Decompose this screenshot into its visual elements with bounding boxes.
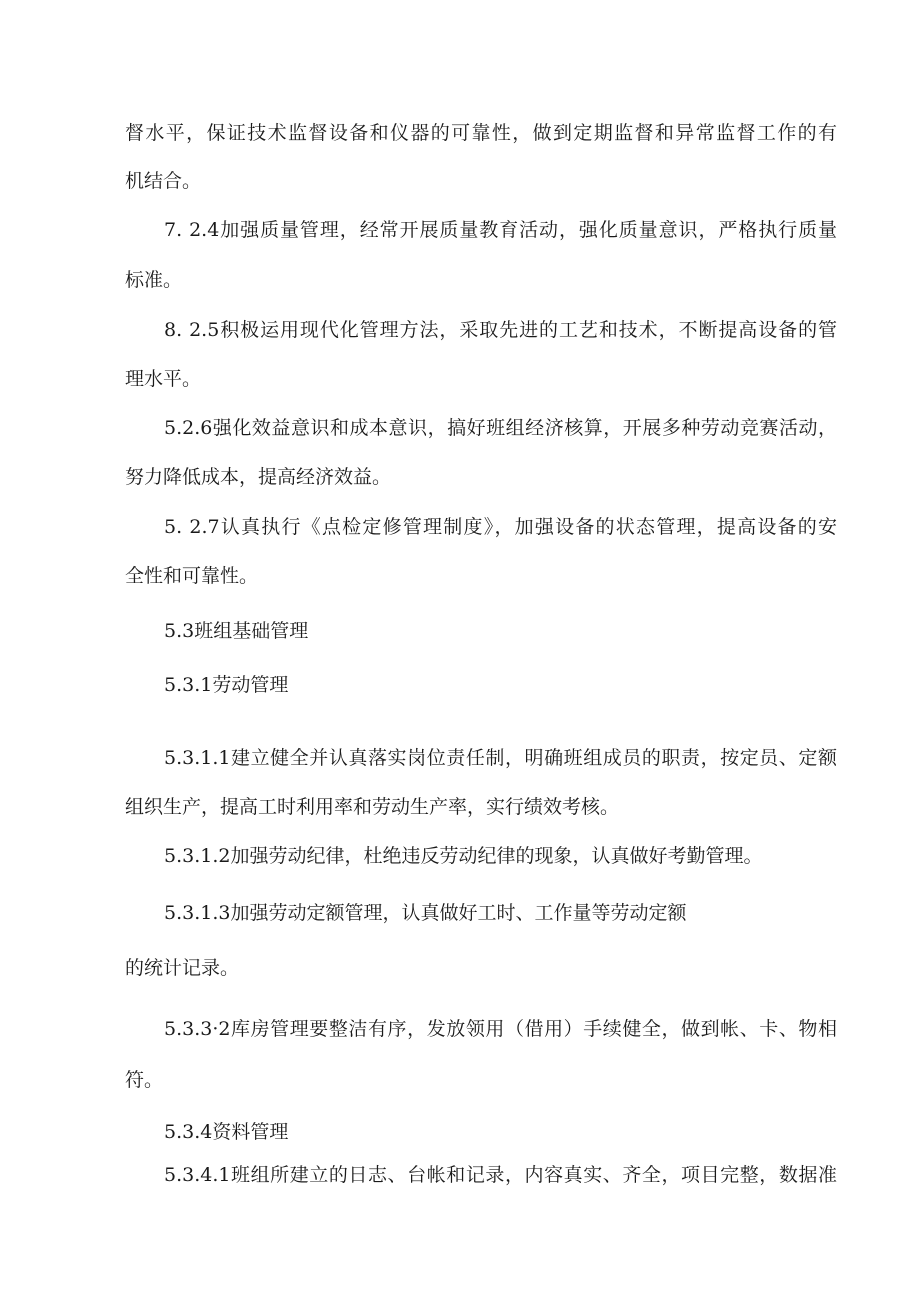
section-heading: 5.3.4资料管理: [164, 1121, 289, 1143]
paragraph-line: 理水平。: [125, 368, 202, 390]
paragraph-line: 督水平，保证技术监督设备和仪器的可靠性，做到定期监督和异常监督工作的有: [125, 122, 837, 144]
paragraph-line: 5.2.6强化效益意识和成本意识，搞好班组经济核算，开展多种劳动竞赛活动，: [164, 417, 837, 439]
paragraph-line: 的统计记录。: [125, 957, 240, 979]
paragraph-line: 7. 2.4加强质量管理，经常开展质量教育活动，强化质量意识，严格执行质量: [164, 219, 837, 241]
section-heading: 5.3.1劳动管理: [164, 674, 289, 696]
paragraph-line: 8. 2.5积极运用现代化管理方法，采取先进的工艺和技术，不断提高设备的管: [164, 319, 837, 341]
paragraph-line: 组织生产，提高工时利用率和劳动生产率，实行绩效考核。: [125, 796, 620, 818]
paragraph-line: 5.3.1.3加强劳动定额管理，认真做好工时、工作量等劳动定额: [164, 902, 687, 924]
paragraph-line: 机结合。: [125, 170, 202, 192]
paragraph-line: 5.3.4.1班组所建立的日志、台帐和记录，内容真实、齐全，项目完整，数据准: [164, 1164, 837, 1186]
paragraph-line: 5.3.1.1建立健全并认真落实岗位责任制，明确班组成员的职责，按定员、定额: [164, 747, 837, 769]
paragraph-line: 符。: [125, 1069, 164, 1091]
paragraph-line: 标准。: [125, 269, 183, 291]
paragraph-line: 全性和可靠性。: [125, 565, 259, 587]
section-heading: 5.3班组基础管理: [164, 620, 309, 642]
paragraph-line: 5.3.1.2加强劳动纪律，杜绝违反劳动纪律的现象，认真做好考勤管理。: [164, 845, 763, 867]
paragraph-line: 5. 2.7认真执行《点检定修管理制度》，加强设备的状态管理，提高设备的安: [164, 516, 837, 538]
paragraph-line: 5.3.3·2库房管理要整洁有序，发放领用（借用）手续健全，做到帐、卡、物相: [164, 1018, 837, 1040]
paragraph-line: 努力降低成本，提高经济效益。: [125, 466, 392, 488]
